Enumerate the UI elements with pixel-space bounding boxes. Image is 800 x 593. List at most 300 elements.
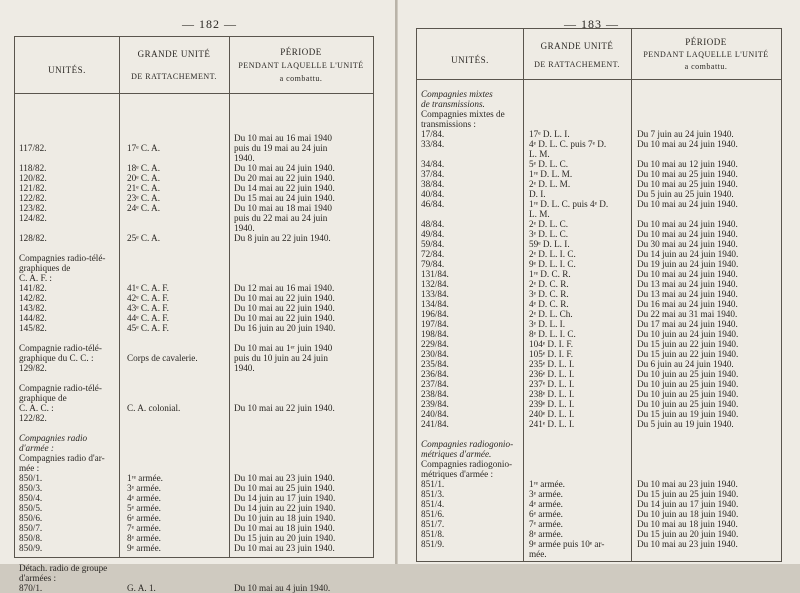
rattachement-cell: 42ᵉ C. A. F. xyxy=(127,293,169,303)
unit-cell: graphique de xyxy=(19,393,67,403)
periode-cell xyxy=(234,423,372,433)
periode-cell xyxy=(234,373,372,383)
periode-cell xyxy=(637,119,779,129)
periode-cell: Du 10 mai au 23 juin 1940. xyxy=(637,539,738,549)
rattachement-cell: 3ᵉ D. C. R. xyxy=(529,289,569,299)
table xyxy=(416,28,782,562)
rattachement-cell: L. M. xyxy=(529,209,550,219)
rattachement-cell: Corps de cavalerie. xyxy=(127,353,198,363)
rattachement-cell: 20ᵉ C. A. xyxy=(127,173,160,183)
rattachement-cell: 41ᵉ C. A. F. xyxy=(127,283,169,293)
rattachement-cell xyxy=(127,243,227,253)
rattachement-cell xyxy=(127,563,227,573)
unit-cell xyxy=(19,133,117,143)
unit-cell: 46/84. xyxy=(421,199,445,209)
unit-cell xyxy=(19,103,117,113)
unit-cell: 241/84. xyxy=(421,419,449,429)
periode-cell: Du 7 juin au 24 juin 1940. xyxy=(637,129,734,139)
rattachement-cell: 17ᵉ C. A. xyxy=(127,143,160,153)
right-page xyxy=(398,0,800,564)
unit-cell xyxy=(421,429,521,439)
left-page xyxy=(0,0,397,593)
page-number: — 182 — xyxy=(182,17,237,31)
unit-cell: 850/4. xyxy=(19,493,43,503)
unit-cell: 230/84. xyxy=(421,349,449,359)
header-pendant: PENDANT LAQUELLE L'UNITÉ xyxy=(643,50,769,59)
unit-cell: 132/84. xyxy=(421,279,449,289)
unit-cell: 239/84. xyxy=(421,399,449,409)
rattachement-cell: 1ʳᵉ D. L. M. xyxy=(529,169,573,179)
unit-cell: de transmissions. xyxy=(421,99,485,109)
periode-cell xyxy=(637,449,779,459)
periode-cell xyxy=(234,123,372,133)
unit-cell: 851/3. xyxy=(421,489,445,499)
rattachement-cell xyxy=(127,393,227,403)
unit-cell: 850/5. xyxy=(19,503,43,513)
rattachement-cell: 17ᵉ D. L. I. xyxy=(529,129,570,139)
periode-cell: Du 10 mai au 24 juin 1940. xyxy=(637,219,738,229)
rattachement-cell xyxy=(127,413,227,423)
unit-cell: d'armées : xyxy=(19,573,57,583)
periode-cell: Du 10 juin au 18 juin 1940. xyxy=(234,513,336,523)
periode-cell: Du 14 mai au 22 juin 1940. xyxy=(234,183,335,193)
unit-cell: 120/82. xyxy=(19,173,47,183)
periode-cell xyxy=(234,443,372,453)
unit-cell: 238/84. xyxy=(421,389,449,399)
rattachement-cell: 235ᵉ D. L. I. xyxy=(529,359,575,369)
unit-cell: 235/84. xyxy=(421,359,449,369)
rattachement-cell: 7ᵉ armée. xyxy=(529,519,563,529)
rattachement-cell: 8ᵉ D. L. I. C. xyxy=(529,329,576,339)
periode-cell: Du 10 mai au 18 mai 1940 xyxy=(234,203,332,213)
unites-column xyxy=(421,89,521,559)
rattachement-cell: 8ᵉ armée. xyxy=(127,533,161,543)
unit-cell: 144/82. xyxy=(19,313,47,323)
periode-cell: Du 10 mai au 24 juin 1940. xyxy=(637,199,738,209)
rattachement-cell xyxy=(529,429,629,439)
unit-cell: 870/1. xyxy=(19,583,43,593)
rattachement-cell: 5ᵉ armée. xyxy=(127,503,161,513)
unit-cell: 37/84. xyxy=(421,169,445,179)
rattachement-cell: C. A. colonial. xyxy=(127,403,181,413)
rattachement-cell: 6ᵉ armée. xyxy=(127,513,161,523)
rattachement-cell xyxy=(127,223,227,233)
periode-cell: Du 16 mai au 24 juin 1940. xyxy=(637,299,738,309)
unit-cell: 142/82. xyxy=(19,293,47,303)
header-unites: UNITÉS. xyxy=(451,55,489,65)
rattachement-cell: 23ᵉ C. A. xyxy=(127,193,160,203)
rattachement-cell: 59ᵉ D. L. I. xyxy=(529,239,570,249)
unit-cell: 123/82. xyxy=(19,203,47,213)
periode-cell xyxy=(637,149,779,159)
rattachement-cell xyxy=(127,443,227,453)
periode-column xyxy=(637,89,779,559)
rattachement-column xyxy=(529,89,629,559)
header-divider xyxy=(15,93,373,94)
rattachement-cell xyxy=(127,123,227,133)
rattachement-cell xyxy=(529,119,629,129)
rattachement-cell xyxy=(127,453,227,463)
unit-cell: 49/84. xyxy=(421,229,445,239)
rattachement-cell xyxy=(529,439,629,449)
periode-cell xyxy=(234,113,372,123)
rattachement-cell: 43ᵉ C. A. F. xyxy=(127,303,169,313)
periode-cell: Du 10 mai au 24 juin 1940. xyxy=(637,269,738,279)
column-divider xyxy=(631,29,632,561)
rattachement-cell: 104ᵉ D. I. F. xyxy=(529,339,573,349)
rattachement-cell: 3ᵉ D. L. I. xyxy=(529,319,566,329)
rattachement-cell: 25ᵉ C. A. xyxy=(127,233,160,243)
page-number: — 183 — xyxy=(564,17,619,31)
rattachement-cell xyxy=(127,103,227,113)
unit-cell: métriques d'armée : xyxy=(421,469,494,479)
unit-cell: 117/82. xyxy=(19,143,47,153)
periode-cell: puis du 22 mai au 24 juin xyxy=(234,213,328,223)
unit-cell: 34/84. xyxy=(421,159,445,169)
rattachement-cell xyxy=(127,363,227,373)
rattachement-column xyxy=(127,103,227,593)
unit-cell: graphique du C. C. : xyxy=(19,353,94,363)
rattachement-cell: 45ᵉ C. A. F. xyxy=(127,323,169,333)
unit-cell: 851/9. xyxy=(421,539,445,549)
periode-cell xyxy=(234,453,372,463)
rattachement-cell: 238ᵉ D. L. I. xyxy=(529,389,575,399)
rattachement-cell: 240ᵉ D. L. I. xyxy=(529,409,575,419)
periode-cell xyxy=(234,563,372,573)
unit-cell: transmissions : xyxy=(421,119,476,129)
periode-cell xyxy=(234,243,372,253)
periode-cell: Du 10 mai au 18 juin 1940. xyxy=(234,523,335,533)
unit-cell: 851/4. xyxy=(421,499,445,509)
periode-cell: Du 15 juin au 20 juin 1940. xyxy=(637,529,739,539)
unit-cell: 131/84. xyxy=(421,269,449,279)
periode-cell: Du 17 mai au 24 juin 1940. xyxy=(637,319,738,329)
periode-cell: Du 10 mai au 18 juin 1940. xyxy=(637,519,738,529)
rattachement-cell: mée. xyxy=(529,549,547,559)
table xyxy=(14,36,374,593)
rattachement-cell: 1ʳᵉ D. L. C. puis 4ᵉ D. xyxy=(529,199,609,209)
unit-cell xyxy=(19,423,117,433)
unit-cell: Compagnies radio-télé- xyxy=(19,253,106,263)
periode-cell: Du 22 mai au 31 mai 1940. xyxy=(637,309,738,319)
rattachement-cell xyxy=(127,213,227,223)
unit-cell xyxy=(19,123,117,133)
rattachement-cell: 9ᵉ armée puis 10ᵉ ar- xyxy=(529,539,605,549)
rattachement-cell xyxy=(529,459,629,469)
unit-cell: 48/84. xyxy=(421,219,445,229)
rattachement-cell: 3ᵉ D. L. C. xyxy=(529,229,569,239)
periode-cell xyxy=(637,209,779,219)
unit-cell: 851/6. xyxy=(421,509,445,519)
rattachement-cell xyxy=(127,433,227,443)
periode-cell: Du 16 juin au 20 juin 1940. xyxy=(234,323,336,333)
periode-cell: Du 10 mai au 22 juin 1940. xyxy=(234,313,335,323)
rattachement-cell xyxy=(127,263,227,273)
periode-cell: Du 15 juin au 19 juin 1940. xyxy=(637,409,739,419)
unit-cell: 124/82. xyxy=(19,213,47,223)
rattachement-cell: L. M. xyxy=(529,149,550,159)
header-rattachement: DE RATTACHEMENT. xyxy=(131,72,217,81)
periode-cell: Du 15 juin au 20 juin 1940. xyxy=(234,533,336,543)
unit-cell: mée : xyxy=(19,463,40,473)
rattachement-cell: 239ᵉ D. L. I. xyxy=(529,399,575,409)
column-divider xyxy=(229,37,230,557)
periode-cell xyxy=(637,549,779,559)
periode-cell: Du 13 mai au 24 juin 1940. xyxy=(637,279,738,289)
rattachement-cell: 4ᵉ armée. xyxy=(529,499,563,509)
rattachement-cell: D. I. xyxy=(529,189,546,199)
periode-cell: Du 10 juin au 25 juin 1940. xyxy=(637,389,739,399)
unit-cell: 237/84. xyxy=(421,379,449,389)
rattachement-cell: 3ᵉ armée. xyxy=(127,483,161,493)
unit-cell: 128/82. xyxy=(19,233,47,243)
unit-cell: Compagnies radiogonio- xyxy=(421,439,514,449)
periode-cell: Du 10 mai au 22 juin 1940. xyxy=(234,403,335,413)
rattachement-cell xyxy=(127,553,227,563)
unit-cell xyxy=(421,149,521,159)
unit-cell: 129/82. xyxy=(19,363,47,373)
column-divider xyxy=(523,29,524,561)
periode-cell: Du 15 mai au 24 juin 1940. xyxy=(234,193,335,203)
unit-cell: 145/82. xyxy=(19,323,47,333)
unit-cell: 197/84. xyxy=(421,319,449,329)
periode-cell: Du 10 mai au 22 juin 1940. xyxy=(234,303,335,313)
unit-cell: Compagnies radio xyxy=(19,433,88,443)
periode-cell xyxy=(234,333,372,343)
periode-cell: Du 10 mai au 23 juin 1940. xyxy=(234,473,335,483)
rattachement-cell: 4ᵉ armée. xyxy=(127,493,161,503)
rattachement-cell: 3ᵉ armée. xyxy=(529,489,563,499)
periode-cell: Du 10 juin au 25 juin 1940. xyxy=(637,369,739,379)
periode-cell: Du 15 juin au 22 juin 1940. xyxy=(637,349,739,359)
unit-cell: 850/9. xyxy=(19,543,43,553)
periode-cell xyxy=(637,459,779,469)
periode-cell: Du 10 juin au 24 juin 1940. xyxy=(637,329,739,339)
periode-cell: Du 10 juin au 25 juin 1940. xyxy=(637,399,739,409)
rattachement-cell xyxy=(127,423,227,433)
unit-cell: 850/1. xyxy=(19,473,43,483)
periode-cell xyxy=(234,383,372,393)
periode-cell: Du 10 mai au 25 juin 1940. xyxy=(637,169,738,179)
unit-cell xyxy=(19,553,117,563)
unit-cell: 141/82. xyxy=(19,283,47,293)
unit-cell: 38/84. xyxy=(421,179,445,189)
rattachement-cell: 1ʳᵉ armée. xyxy=(529,479,565,489)
periode-cell: Du 10 mai au 24 juin 1940. xyxy=(637,139,738,149)
unit-cell: C. A. F. : xyxy=(19,273,52,283)
unit-cell: 17/84. xyxy=(421,129,445,139)
unit-cell xyxy=(421,209,521,219)
unit-cell: 133/84. xyxy=(421,289,449,299)
unit-cell: Compagnie radio-télé- xyxy=(19,383,102,393)
periode-cell: Du 14 juin au 22 juin 1940. xyxy=(234,503,336,513)
periode-cell: Du 10 mai au 16 mai 1940 xyxy=(234,133,332,143)
unit-cell: 850/3. xyxy=(19,483,43,493)
unit-cell: 196/84. xyxy=(421,309,449,319)
rattachement-cell xyxy=(529,469,629,479)
unit-cell: 59/84. xyxy=(421,239,445,249)
periode-cell: Du 10 mai au 23 juin 1940. xyxy=(234,543,335,553)
periode-cell xyxy=(234,433,372,443)
rattachement-cell xyxy=(127,333,227,343)
periode-cell: Du 10 mai au 12 juin 1940. xyxy=(637,159,738,169)
unit-cell: Compagnie radio-télé- xyxy=(19,343,102,353)
header-grande-unite: GRANDE UNITÉ xyxy=(137,49,211,59)
rattachement-cell: 2ᵉ D. L. M. xyxy=(529,179,571,189)
periode-cell xyxy=(234,273,372,283)
periode-cell: puis du 19 mai au 24 juin xyxy=(234,143,328,153)
unit-cell: 198/84. xyxy=(421,329,449,339)
periode-cell: Du 10 mai au 23 juin 1940. xyxy=(637,479,738,489)
periode-cell: Du 15 juin au 22 juin 1940. xyxy=(637,339,739,349)
unit-cell: 118/82. xyxy=(19,163,47,173)
rattachement-cell xyxy=(127,113,227,123)
unit-cell: métriques d'armée. xyxy=(421,449,492,459)
rattachement-cell xyxy=(127,383,227,393)
periode-cell: Du 13 mai au 24 juin 1940. xyxy=(637,289,738,299)
unit-cell: Détach. radio de groupe xyxy=(19,563,108,573)
header-rattachement: DE RATTACHEMENT. xyxy=(534,60,620,69)
rattachement-cell: 8ᵉ armée. xyxy=(529,529,563,539)
rattachement-cell: 4ᵉ D. C. R. xyxy=(529,299,569,309)
unit-cell xyxy=(19,373,117,383)
rattachement-cell: 9ᵉ D. L. I. C. xyxy=(529,259,576,269)
rattachement-cell: G. A. 1. xyxy=(127,583,156,593)
rattachement-cell: 2ᵉ D. C. R. xyxy=(529,279,569,289)
periode-cell xyxy=(234,103,372,113)
unit-cell: graphiques de xyxy=(19,263,71,273)
rattachement-cell: 105ᵉ D. I. F. xyxy=(529,349,573,359)
periode-cell: Du 5 juin au 19 juin 1940. xyxy=(637,419,734,429)
rattachement-cell xyxy=(127,253,227,263)
column-divider xyxy=(119,37,120,557)
rattachement-cell: 9ᵉ armée. xyxy=(127,543,161,553)
rattachement-cell: 44ᵉ C. A. F. xyxy=(127,313,169,323)
unit-cell xyxy=(421,549,521,559)
unit-cell: 122/82. xyxy=(19,413,47,423)
periode-cell xyxy=(234,393,372,403)
rattachement-cell xyxy=(529,99,629,109)
rattachement-cell: 1ʳᵉ armée. xyxy=(127,473,163,483)
unit-cell: Compagnies mixtes de xyxy=(421,109,505,119)
periode-cell: Du 14 juin au 17 juin 1940. xyxy=(637,499,739,509)
unit-cell: 229/84. xyxy=(421,339,449,349)
rattachement-cell: 241ᵉ D. L. I. xyxy=(529,419,575,429)
header-divider xyxy=(417,79,781,80)
periode-cell xyxy=(637,109,779,119)
periode-cell: Du 8 juin au 22 juin 1940. xyxy=(234,233,331,243)
periode-cell: Du 6 juin au 24 juin 1940. xyxy=(637,359,734,369)
unit-cell: 33/84. xyxy=(421,139,445,149)
header-combattu: a combattu. xyxy=(684,62,728,71)
rattachement-cell xyxy=(529,89,629,99)
periode-cell: Du 10 mai au 22 juin 1940. xyxy=(234,293,335,303)
periode-cell: Du 30 mai au 24 juin 1940. xyxy=(637,239,738,249)
periode-cell xyxy=(637,89,779,99)
header-grande-unite: GRANDE UNITÉ xyxy=(540,41,614,51)
periode-cell xyxy=(234,253,372,263)
periode-cell: 1940. xyxy=(234,363,255,373)
unit-cell: 134/84. xyxy=(421,299,449,309)
unit-cell: 236/84. xyxy=(421,369,449,379)
periode-cell: Du 10 mai au 4 juin 1940. xyxy=(234,583,331,593)
rattachement-cell xyxy=(529,449,629,459)
header-unites: UNITÉS. xyxy=(48,65,86,75)
periode-cell xyxy=(637,99,779,109)
rattachement-cell: 21ᵉ C. A. xyxy=(127,183,160,193)
periode-cell: Du 10 mai au 24 juin 1940. xyxy=(637,229,738,239)
periode-cell: Du 19 juin au 24 juin 1940. xyxy=(637,259,739,269)
rattachement-cell xyxy=(127,463,227,473)
unites-column xyxy=(19,103,117,593)
rattachement-cell xyxy=(127,573,227,583)
periode-cell xyxy=(637,429,779,439)
unit-cell: 40/84. xyxy=(421,189,445,199)
unit-cell: Compagnies radio d'ar- xyxy=(19,453,105,463)
unit-cell: 851/7. xyxy=(421,519,445,529)
rattachement-cell: 24ᵉ C. A. xyxy=(127,203,160,213)
periode-cell: Du 14 juin au 17 juin 1940. xyxy=(234,493,336,503)
periode-cell: Du 10 mai au 1ᵉʳ juin 1940 xyxy=(234,343,333,353)
header-periode: PÉRIODE xyxy=(685,37,727,47)
periode-cell: 1940. xyxy=(234,223,255,233)
rattachement-cell xyxy=(127,153,227,163)
periode-cell: Du 5 juin au 25 juin 1940. xyxy=(637,189,734,199)
unit-cell: 850/8. xyxy=(19,533,43,543)
periode-cell xyxy=(637,469,779,479)
periode-cell xyxy=(234,553,372,563)
unit-cell xyxy=(19,223,117,233)
rattachement-cell: 18ᵉ C. A. xyxy=(127,163,160,173)
rattachement-cell: 2ᵉ D. L. Ch. xyxy=(529,309,573,319)
unit-cell xyxy=(19,113,117,123)
unit-cell xyxy=(19,153,117,163)
unit-cell: 121/82. xyxy=(19,183,47,193)
rattachement-cell xyxy=(127,133,227,143)
rattachement-cell xyxy=(127,273,227,283)
periode-cell xyxy=(637,439,779,449)
periode-cell xyxy=(234,263,372,273)
rattachement-cell: 2ᵉ D. L. C. xyxy=(529,219,569,229)
periode-cell: Du 12 mai au 16 mai 1940. xyxy=(234,283,335,293)
periode-cell: Du 20 mai au 22 juin 1940. xyxy=(234,173,335,183)
periode-cell: Du 10 mai au 25 juin 1940. xyxy=(637,179,738,189)
periode-cell: Du 10 juin au 25 juin 1940. xyxy=(637,379,739,389)
rattachement-cell: 4ᵉ D. L. C. puis 7ᵉ D. xyxy=(529,139,607,149)
unit-cell: C. A. C. : xyxy=(19,403,54,413)
periode-cell: Du 15 juin au 25 juin 1940. xyxy=(637,489,739,499)
periode-cell: Du 14 juin au 24 juin 1940. xyxy=(637,249,739,259)
periode-cell xyxy=(234,413,372,423)
rattachement-cell xyxy=(529,109,629,119)
rattachement-cell: 237ᵉ D. L. I. xyxy=(529,379,575,389)
rattachement-cell: 5ᵉ D. L. C. xyxy=(529,159,569,169)
periode-column xyxy=(234,103,372,593)
periode-cell: Du 10 mai au 25 juin 1940. xyxy=(234,483,335,493)
unit-cell xyxy=(19,243,117,253)
header-combattu: a combattu. xyxy=(279,74,323,83)
unit-cell xyxy=(19,333,117,343)
periode-cell: puis du 10 juin au 24 juin xyxy=(234,353,328,363)
unit-cell: 850/7. xyxy=(19,523,43,533)
unit-cell: 240/84. xyxy=(421,409,449,419)
periode-cell xyxy=(234,573,372,583)
unit-cell: 122/82. xyxy=(19,193,47,203)
rattachement-cell: 1ʳᵉ D. C. R. xyxy=(529,269,571,279)
unit-cell: 72/84. xyxy=(421,249,445,259)
periode-cell: 1940. xyxy=(234,153,255,163)
periode-cell: Du 10 juin au 18 juin 1940. xyxy=(637,509,739,519)
